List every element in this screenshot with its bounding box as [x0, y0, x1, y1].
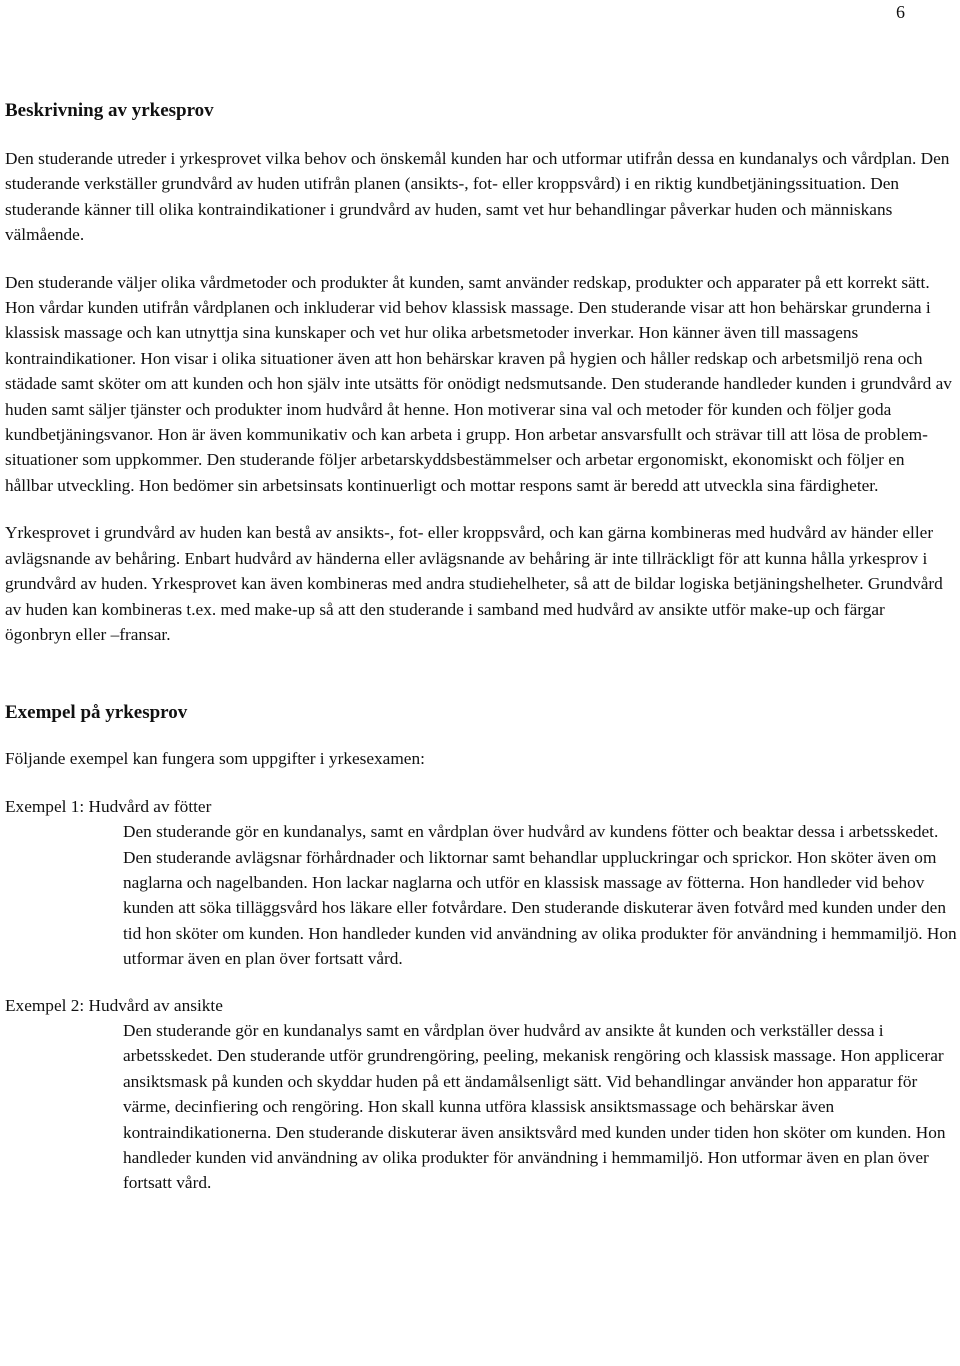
example-body: Den studerande gör en kundanalys samt en vårdplan över hudvård av ansikte åt kunden och verkställer dessa i arbetsskedet. Den studerande utför grundrengöring, peeling, mekanisk rengöring och klassisk massage. Hon applicerar ansiktsmask på kunden och skyddar huden på ett ändamålsenligt sätt. Vid behandlingar använder hon apparatur för värme, decinfiering och rengöring. Hon skall kunna utföra klassisk ansiktsmassage och behärskar även kontraindikationerna. Den studerande diskuterar även ansiktsvård med kunden under tiden hon sköter om kunden. Hon handleder kunden vid användning av olika produkter för användning i hemmamiljö. Hon utformar även en plan över fortsatt vård. [123, 1020, 946, 1193]
page-number: 6 [896, 2, 905, 22]
examples-lead: Följande exempel kan fungera som uppgifter i yrkesexamen: [5, 749, 425, 769]
description-paragraph-2: Den studerande väljer olika vårdmetoder och produkter åt kunden, samt använder redskap, produkter och apparater på ett korrekt sätt. Hon vårdar kunden utifrån vårdplanen och inkluderar vid behov klassisk massage. Den studerande visar att hon behärskar grunderna i klassisk massage och kan utnyttja sina kunskaper och vet hur olika arbetsmetoder inverkar. Hon känner även till massagens kontraindikationer. Hon visar i olika situationer även att hon behärskar kraven på hygien och håller redskap och arbetsmiljö rena och städade samt sköter om att kunden och hon själv inte utsätts för onödigt nedsmutsande. Den studerande handleder kunden i grundvård av huden samt säljer tjänster och produkter inom hudvård åt henne. Hon motiverar sina val och metoder för kunden och följer goda kundbetjäningsvanor. Hon är även kommunikativ och kan arbeta i grupp. Hon arbetar ansvarsfullt och strävar till att lösa de problem-situationer som uppkommer. Den studerande följer arbetarskyddsbestämmelser och arbetar ergonomiskt, ekonomiskt och följer en hållbar utveckling. Hon bedömer sin arbetsinsats kontinuerligt och mottar respons samt är beredd att utveckla sina färdigheter. [5, 272, 952, 495]
example-body: Den studerande gör en kundanalys, samt en vårdplan över hudvård av kundens fötter och beaktar dessa i arbetsskedet. Den studerande avlägsnar förhårdnader och liktornar samt behandlar uppluckringar och sprickor. Hon sköter även om naglarna och nagelbanden. Hon lackar naglarna och utför en klassisk massage av fötterna. Hon handleder vid behov kunden att söka tilläggsvård hos läkare eller fotvårdare. Den studerande diskuterar även fotvård med kunden under den tid hon sköter om kunden. Hon handleder kunden vid användning av olika produkter för användning i hemmamiljö. Hon utformar även en plan över fortsatt vård. [123, 822, 957, 969]
page-content [5, 98, 955, 1196]
example-item [5, 993, 955, 1196]
example-title: Exempel 2: Hudvård av ansikte [5, 995, 223, 1015]
description-paragraph-1: Den studerande utreder i yrkesprovet vilka behov och önskemål kunden har och utformar utifrån dessa en kundanalys och vårdplan. Den studerande verkställer grundvård av huden utifrån planen (ansikts-, fot- eller kroppsvård) i en riktig kundbetjäningssituation. Den studerande känner till olika kontraindikationer i grundvård av huden, samt vet hur behandlingar påverkar huden och människans välmående. [5, 149, 950, 245]
description-paragraph-3: Yrkesprovet i grundvård av huden kan bestå av ansikts-, fot- eller kroppsvård, och kan gärna kombineras med hudvård av händer eller avlägsnande av behåring. Enbart hudvård av händerna eller avlägsnande av behåring är inte tillräckligt för att kunna hålla yrkesprov i grundvård av huden. Yrkesprovet kan även kombineras med andra studiehelheter, så att de bildar logiska betjäningshelheter. Grundvård av huden kan kombineras t.ex. med make-up så att den studerande i samband med hudvård av ansikte utför make-up och färgar ögonbryn eller –fransar. [5, 523, 943, 644]
section-heading-examples: Exempel på yrkesprov [5, 702, 188, 724]
example-item [5, 794, 955, 972]
section-heading-description: Beskrivning av yrkesprov [5, 100, 214, 121]
example-title: Exempel 1: Hudvård av fötter [5, 796, 212, 816]
